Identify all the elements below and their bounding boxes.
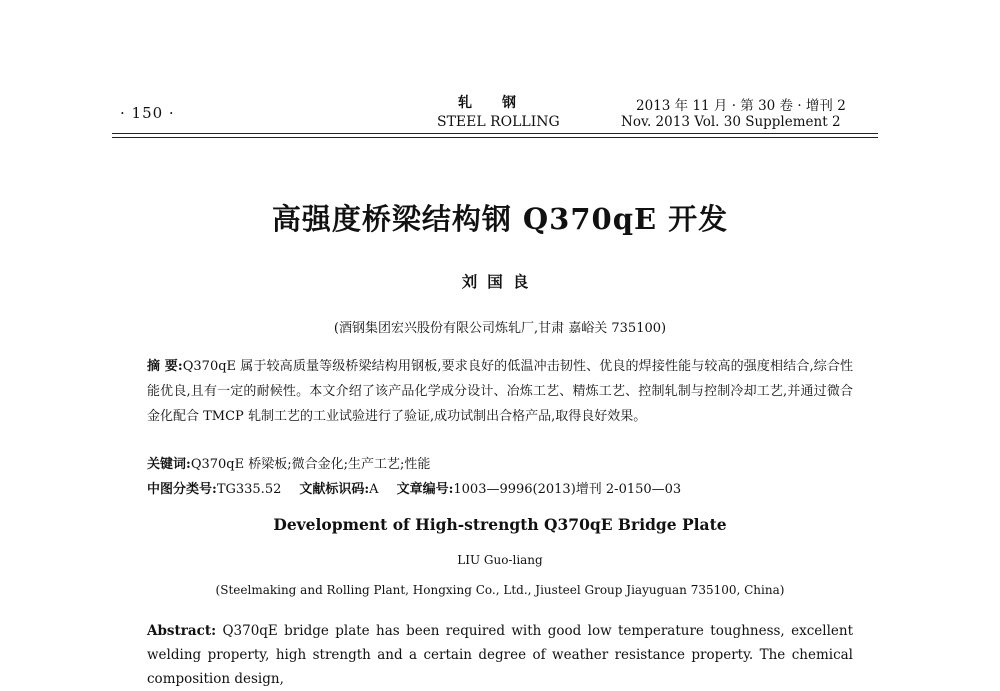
abstract-cn [147, 354, 853, 429]
author-cn: 刘国良 [461, 272, 539, 291]
header-rule-top [112, 133, 878, 134]
keywords-cn-label: 关键词: [147, 457, 191, 472]
keywords-cn [147, 453, 430, 472]
abstract-cn-label: 摘 要: [147, 359, 183, 374]
page-number: · 150 · [120, 104, 175, 122]
classification-line [147, 478, 681, 497]
abstract-cn-text: Q370qE 属于较高质量等级桥梁结构用钢板,要求良好的低温冲击韧性、优良的焊接性能与较高的强度相结合,综合性能优良,且有一定的耐候性。本文介绍了该产品化学成分设计、冶炼工艺、精炼工艺、控制轧制与控制冷却工艺,并通过微合金化配合 TMCP 轧制工艺的工业试验进行了验证,成功试制出合格产品,取得良好效果。 [147, 359, 854, 424]
article-no-label: 文章编号: [396, 482, 454, 497]
article-no-value: 1003—9996(2013)增刊 2-0150—03 [453, 482, 682, 497]
affiliation-cn: (酒钢集团宏兴股份有限公司炼轧厂,甘肃 嘉峪关 735100) [333, 321, 667, 336]
keywords-cn-text: Q370qE 桥梁板;微合金化;生产工艺;性能 [190, 457, 431, 472]
journal-name-cn: 轧钢 [458, 95, 546, 111]
abstract-en-label: Abstract: [147, 623, 217, 639]
clc-value: TG335.52 [216, 482, 282, 497]
issue-info-en: Nov. 2013 Vol. 30 Supplement 2 [621, 114, 841, 130]
article-title-cn: 高强度桥梁结构钢 Q370qE 开发 [271, 202, 729, 236]
header-rule-bottom [112, 137, 878, 138]
doc-code-label: 文献标识码: [299, 482, 370, 497]
article-title-en: Development of High-strength Q370qE Bridge Plate [273, 515, 727, 534]
journal-name-en: STEEL ROLLING [437, 114, 560, 130]
abstract-en [147, 619, 853, 691]
abstract-en-text: Q370qE bridge plate has been required with good low temperature toughness, excellent welding property, high strength and a certain degree of weather resistance property. The chemical composition design, [147, 623, 853, 687]
affiliation-en: (Steelmaking and Rolling Plant, Hongxing Co., Ltd., Jiusteel Group Jiayuguan 735100, China) [215, 583, 785, 597]
clc-label: 中图分类号: [147, 482, 217, 497]
doc-code-value: A [369, 482, 379, 497]
issue-info-cn: 2013 年 11 月 · 第 30 卷 · 增刊 2 [636, 98, 846, 114]
author-en: LIU Guo-liang [457, 553, 543, 567]
